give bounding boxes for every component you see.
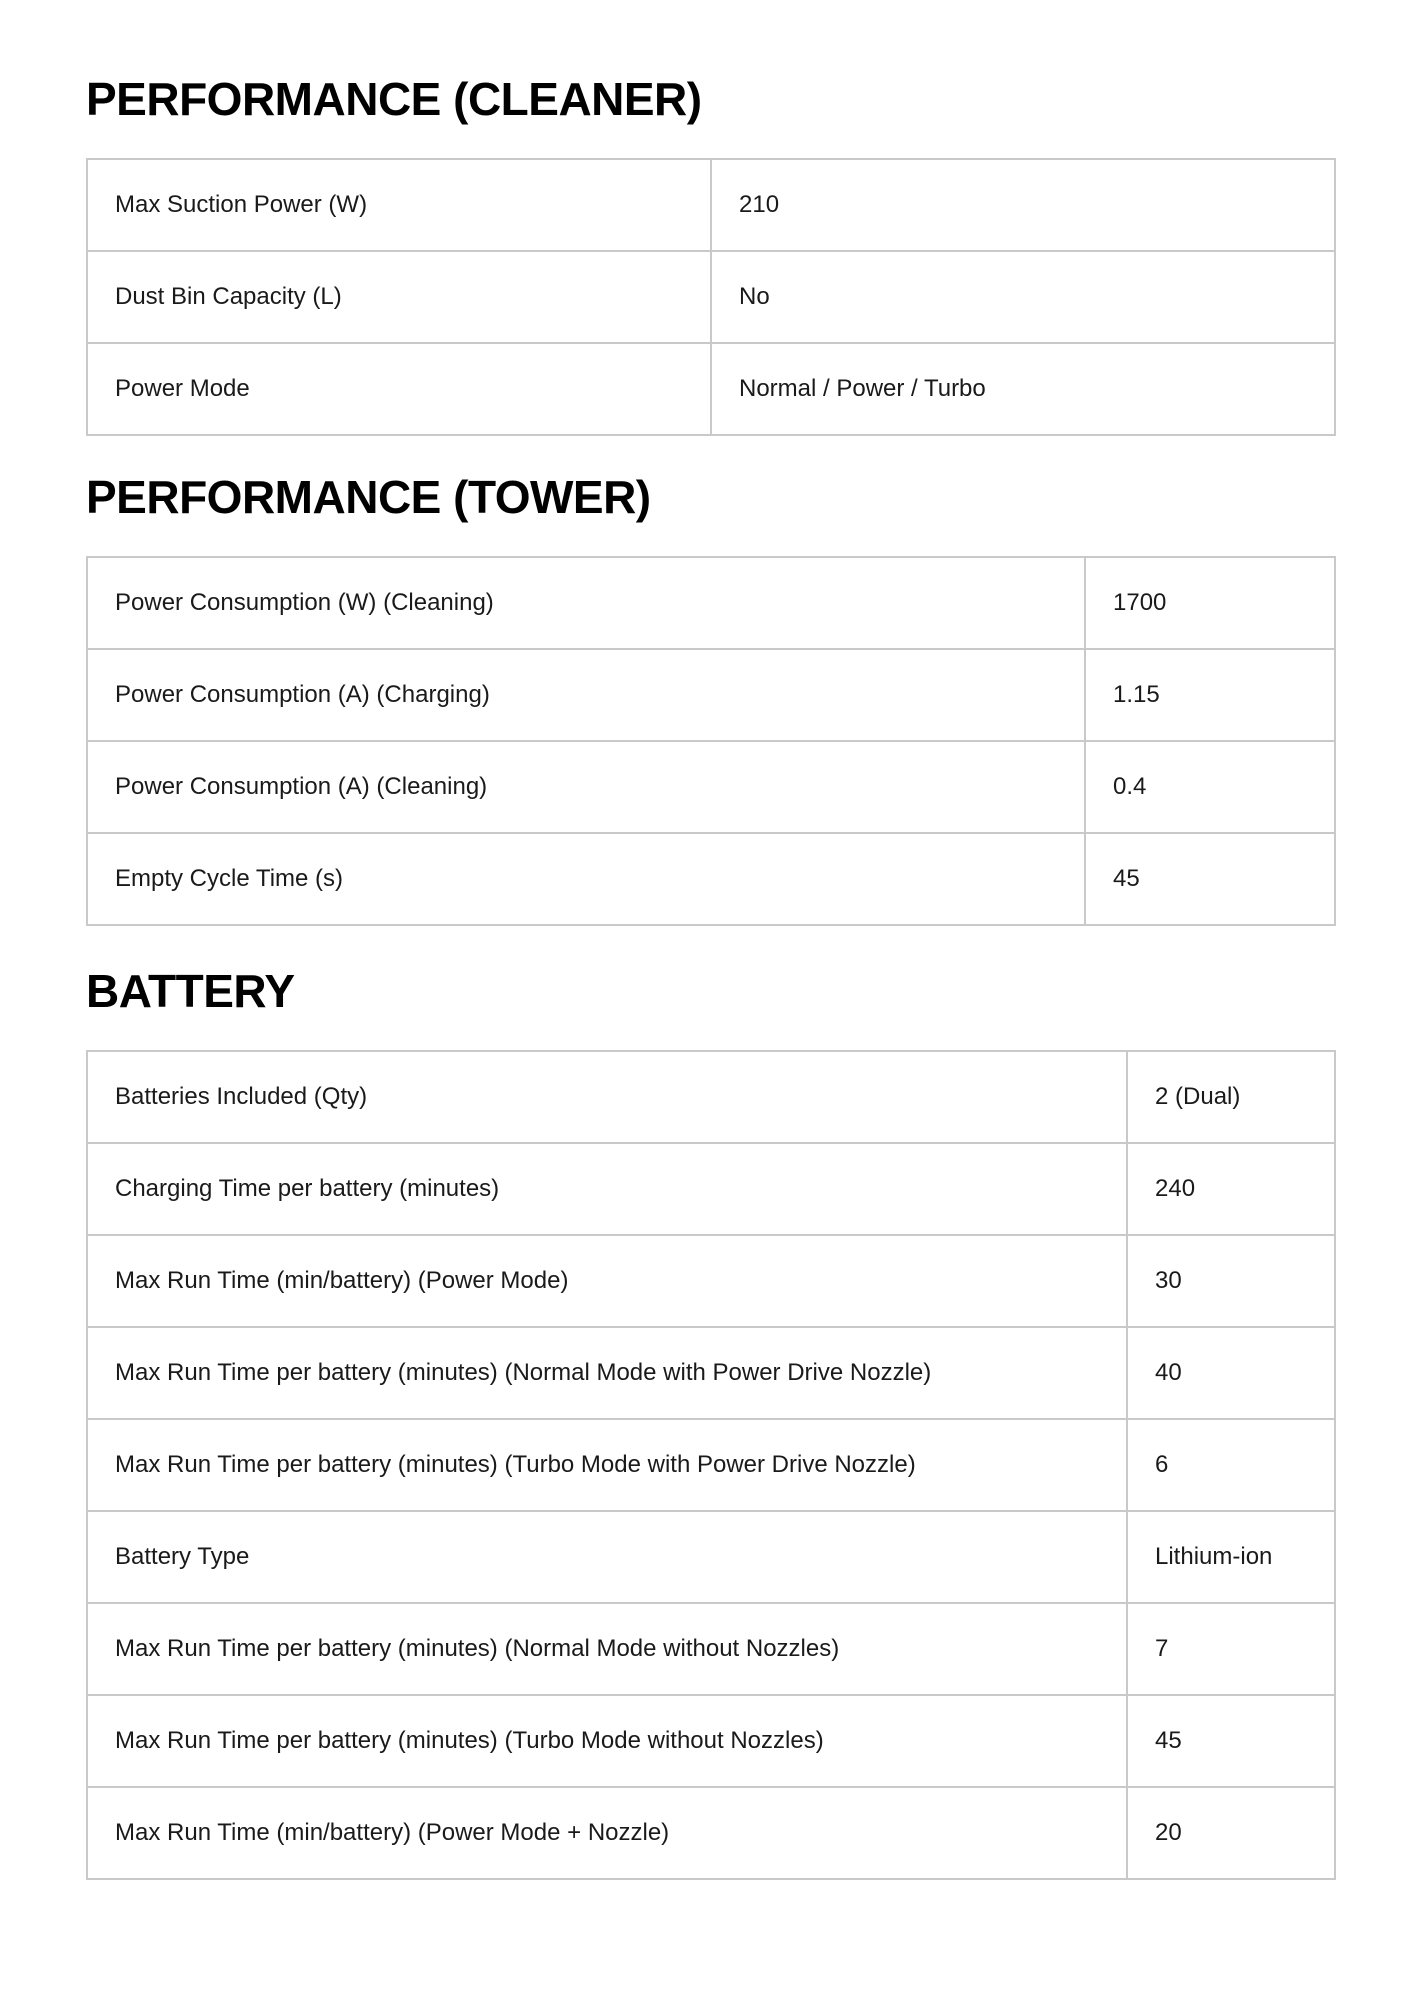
spec-label: Power Consumption (A) (Cleaning) xyxy=(87,741,1085,833)
spec-table-tower xyxy=(86,556,1336,926)
spec-value: 30 xyxy=(1127,1235,1335,1327)
section-title: PERFORMANCE (CLEANER) xyxy=(86,73,702,125)
table-row xyxy=(87,1787,1335,1879)
spec-label: Max Run Time per battery (minutes) (Turbo Mode without Nozzles) xyxy=(87,1695,1127,1787)
table-row xyxy=(87,1419,1335,1511)
spec-table-cleaner xyxy=(86,158,1336,436)
spec-label: Max Run Time per battery (minutes) (Normal Mode with Power Drive Nozzle) xyxy=(87,1327,1127,1419)
spec-label: Battery Type xyxy=(87,1511,1127,1603)
spec-label: Charging Time per battery (minutes) xyxy=(87,1143,1127,1235)
spec-value: 1700 xyxy=(1085,557,1335,649)
spec-value: 1.15 xyxy=(1085,649,1335,741)
table-row xyxy=(87,1603,1335,1695)
spec-value: 40 xyxy=(1127,1327,1335,1419)
spec-label: Max Run Time per battery (minutes) (Normal Mode without Nozzles) xyxy=(87,1603,1127,1695)
table-row xyxy=(87,1051,1335,1143)
table-row xyxy=(87,159,1335,251)
table-row xyxy=(87,557,1335,649)
spec-label: Power Mode xyxy=(87,343,711,435)
spec-value: 7 xyxy=(1127,1603,1335,1695)
spec-value: 20 xyxy=(1127,1787,1335,1879)
spec-label: Max Run Time (min/battery) (Power Mode) xyxy=(87,1235,1127,1327)
table-row xyxy=(87,649,1335,741)
table-row xyxy=(87,1327,1335,1419)
spec-label: Dust Bin Capacity (L) xyxy=(87,251,711,343)
table-row xyxy=(87,741,1335,833)
spec-label: Empty Cycle Time (s) xyxy=(87,833,1085,925)
table-row xyxy=(87,1235,1335,1327)
spec-label: Batteries Included (Qty) xyxy=(87,1051,1127,1143)
spec-label: Max Suction Power (W) xyxy=(87,159,711,251)
spec-label: Max Run Time per battery (minutes) (Turbo Mode with Power Drive Nozzle) xyxy=(87,1419,1127,1511)
spec-value: 210 xyxy=(711,159,1335,251)
spec-table-battery xyxy=(86,1050,1336,1880)
table-row xyxy=(87,833,1335,925)
spec-value: 0.4 xyxy=(1085,741,1335,833)
table-row xyxy=(87,251,1335,343)
spec-value: 6 xyxy=(1127,1419,1335,1511)
spec-value: 45 xyxy=(1085,833,1335,925)
spec-value: Normal / Power / Turbo xyxy=(711,343,1335,435)
table-row xyxy=(87,1511,1335,1603)
table-row xyxy=(87,1695,1335,1787)
spec-value: 45 xyxy=(1127,1695,1335,1787)
table-row xyxy=(87,343,1335,435)
section-title: BATTERY xyxy=(86,965,295,1017)
spec-label: Power Consumption (A) (Charging) xyxy=(87,649,1085,741)
table-row xyxy=(87,1143,1335,1235)
spec-value: Lithium-ion xyxy=(1127,1511,1335,1603)
spec-value: No xyxy=(711,251,1335,343)
spec-value: 240 xyxy=(1127,1143,1335,1235)
spec-label: Max Run Time (min/battery) (Power Mode + Nozzle) xyxy=(87,1787,1127,1879)
section-title: PERFORMANCE (TOWER) xyxy=(86,471,651,523)
spec-label: Power Consumption (W) (Cleaning) xyxy=(87,557,1085,649)
spec-value: 2 (Dual) xyxy=(1127,1051,1335,1143)
